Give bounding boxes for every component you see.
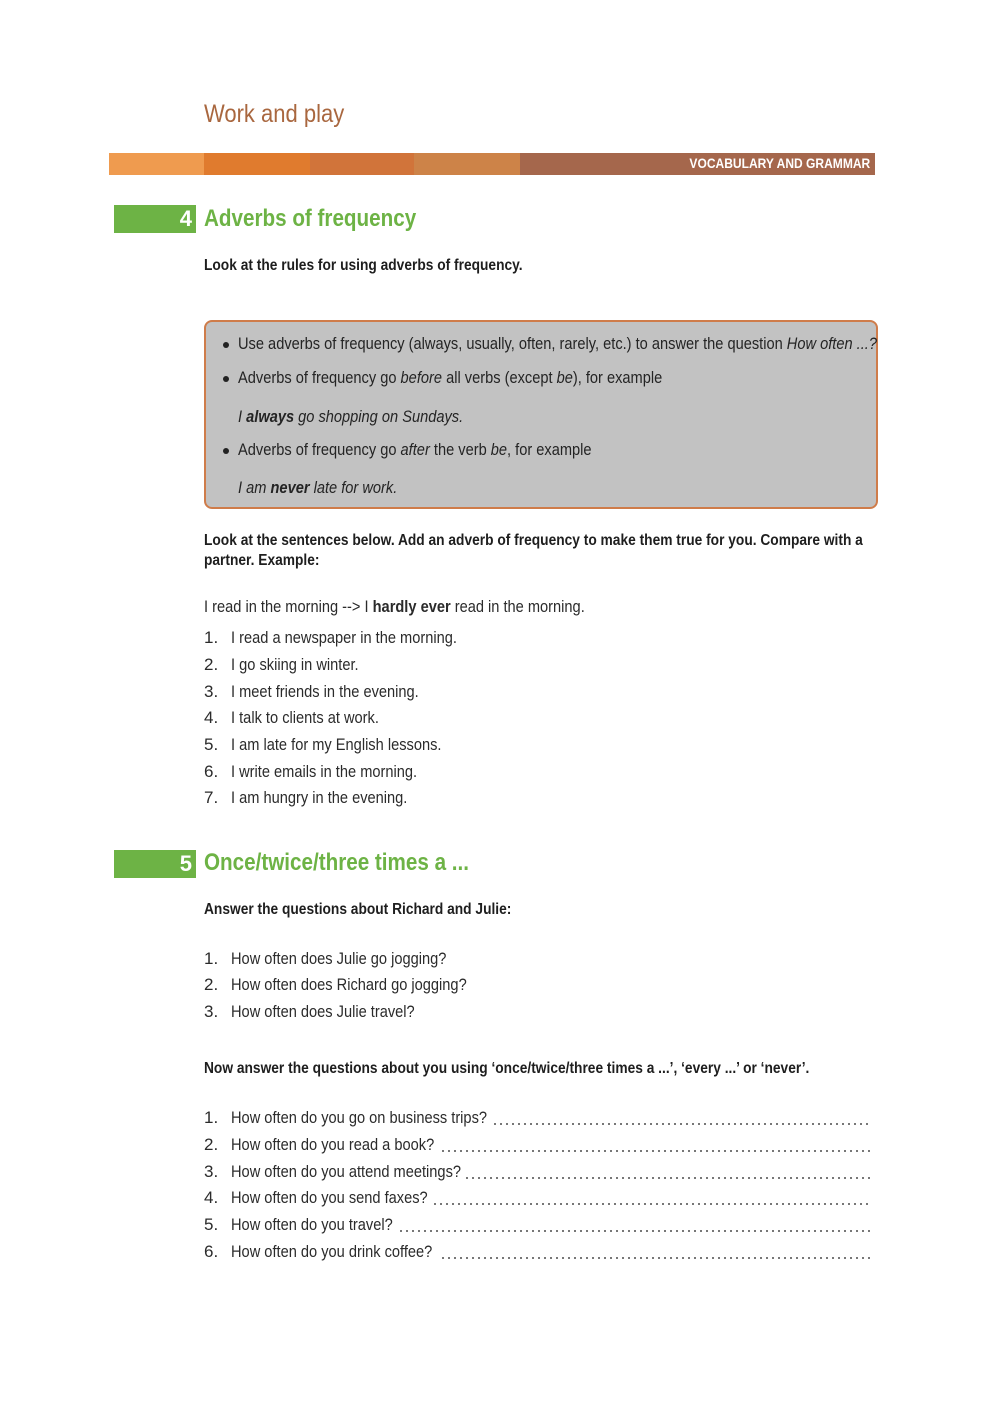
list-item: 6. I write emails in the morning.: [204, 762, 418, 781]
rule-example: I am never late for work.: [238, 478, 398, 497]
list-item: 2. How often does Richard go jogging?: [204, 975, 467, 994]
instruction: Answer the questions about Richard and Julie:: [204, 901, 512, 918]
rule-item: Use adverbs of frequency (always, usually, often, rarely, etc.) to answer the question How often ...?: [238, 334, 877, 353]
list-item: 3. How often does Julie travel?: [204, 1002, 415, 1021]
answer-line[interactable]: [440, 1257, 872, 1259]
rule-item: Adverbs of frequency go after the verb be, for example: [238, 440, 592, 459]
answer-row: 6. How often do you drink coffee?: [0, 1242, 1000, 1264]
section-title: Once/twice/three times a ...: [204, 849, 469, 876]
header-strip-segment: [109, 153, 204, 175]
answer-row: 3. How often do you attend meetings?: [0, 1162, 1000, 1184]
rule-example: I always go shopping on Sundays.: [238, 407, 464, 426]
section-number: 4: [179, 206, 192, 231]
answer-line[interactable]: [398, 1230, 872, 1232]
section-category-label: VOCABULARY AND GRAMMAR: [689, 155, 870, 171]
header-strip-segment: [204, 153, 310, 175]
list-item: 5. I am late for my English lessons.: [204, 735, 442, 754]
list-item: 1. How often does Julie go jogging?: [204, 949, 447, 968]
list-item: 4. I talk to clients at work.: [204, 708, 379, 727]
header-strip-segment: [414, 153, 520, 175]
answer-line[interactable]: [492, 1123, 872, 1125]
example-sentence: I read in the morning --> I hardly ever read in the morning.: [204, 597, 585, 616]
bullet-icon: [223, 448, 229, 454]
instruction: Look at the rules for using adverbs of frequency.: [204, 257, 523, 274]
section-number: 5: [179, 851, 192, 876]
rule-item: Adverbs of frequency go before all verbs (except be), for example: [238, 368, 663, 387]
answer-line[interactable]: [464, 1177, 872, 1179]
header-strip-segment: [310, 153, 414, 175]
list-item: 7. I am hungry in the evening.: [204, 788, 408, 807]
list-item: 2. I go skiing in winter.: [204, 655, 359, 674]
bullet-icon: [223, 342, 229, 348]
instruction: Look at the sentences below. Add an adverb of frequency to make them true for you. Compare with a partner. Example:: [204, 532, 863, 569]
answer-line[interactable]: [432, 1203, 872, 1205]
bullet-icon: [223, 376, 229, 382]
page-title: Work and play: [204, 100, 345, 128]
list-item: 3. I meet friends in the evening.: [204, 682, 419, 701]
section-title: Adverbs of frequency: [204, 205, 417, 232]
instruction: Now answer the questions about you using ‘once/twice/three times a ...’, ‘every ...’ or ‘never’.: [204, 1060, 810, 1077]
answer-row: 2. How often do you read a book?: [0, 1135, 1000, 1157]
answer-row: 1. How often do you go on business trips?: [0, 1108, 1000, 1130]
answer-row: 4. How often do you send faxes?: [0, 1188, 1000, 1210]
section-number-bar: [114, 205, 196, 233]
section-number-bar: [114, 850, 196, 878]
list-item: 1. I read a newspaper in the morning.: [204, 628, 457, 647]
answer-line[interactable]: [440, 1150, 872, 1152]
answer-row: 5. How often do you travel?: [0, 1215, 1000, 1237]
